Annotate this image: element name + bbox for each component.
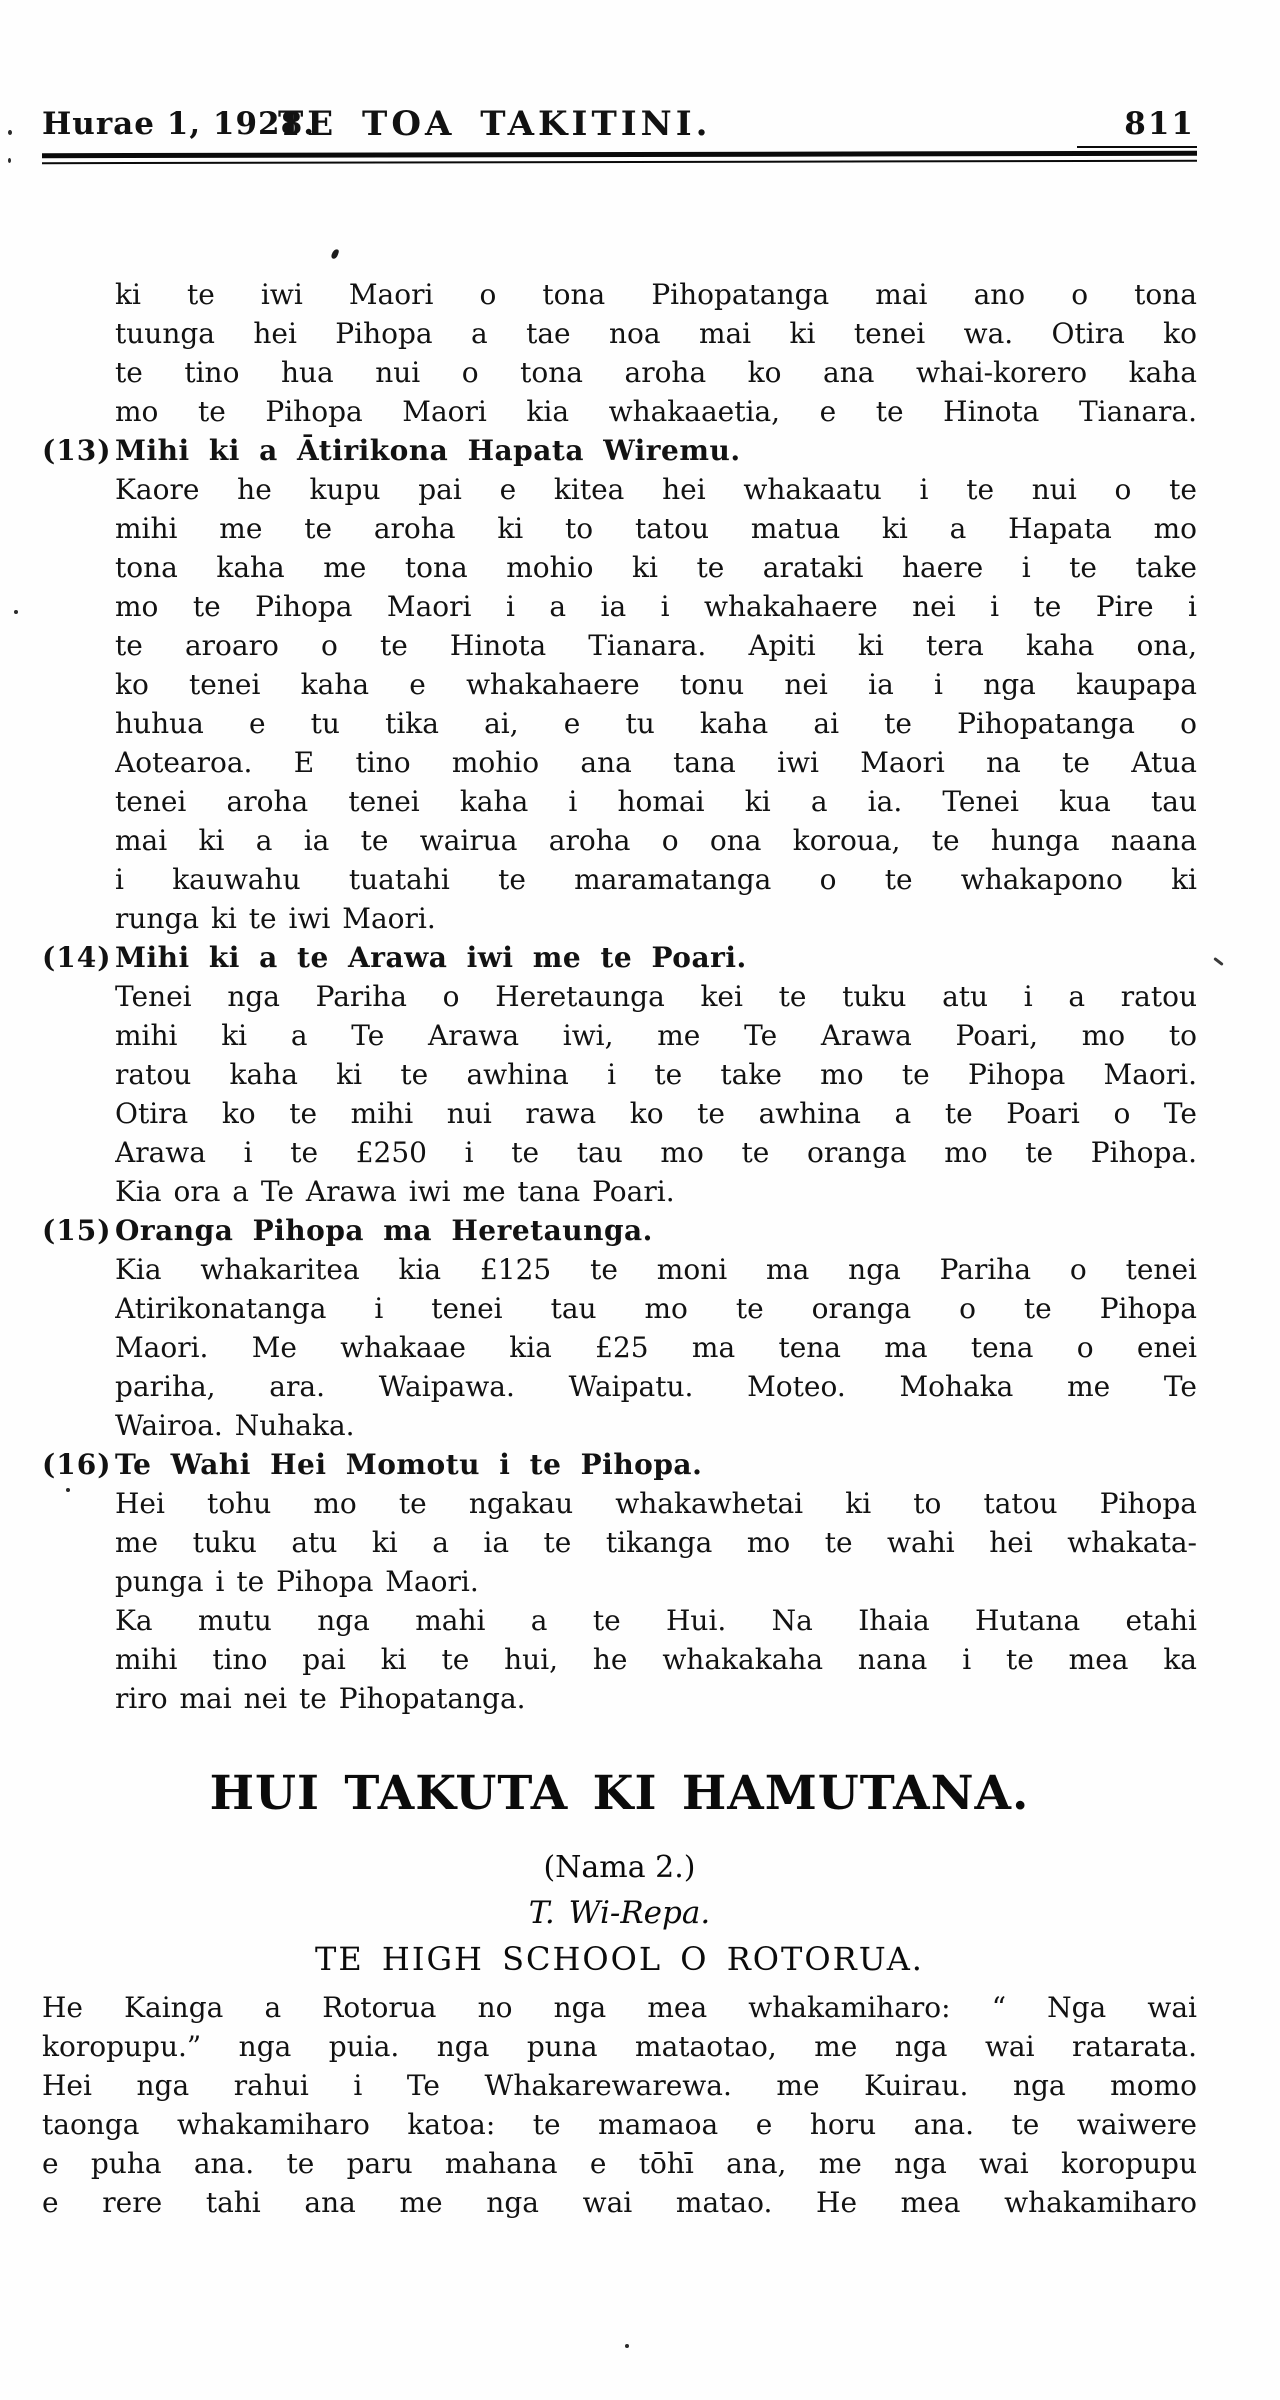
- minute-item-14: [42, 938, 1197, 1211]
- text-line: ki te iwi Maori o tona Pihopatanga mai ano o tona: [115, 278, 1197, 311]
- minutes-section: [42, 275, 1197, 1718]
- scan-speck: [66, 1488, 70, 1492]
- text-line: Maori. Me whakaae kia £25 ma tena ma tena o enei: [115, 1331, 1197, 1364]
- article-section-heading: TE HIGH SCHOOL O ROTORUA.: [315, 1940, 924, 1978]
- page-number: 811: [1124, 106, 1195, 142]
- minute-number: (13): [42, 434, 112, 467]
- scan-speck: [8, 158, 11, 163]
- text-line: e puha ana. te paru mahana e tōhī ana, me nga wai koropupu: [42, 2147, 1197, 2180]
- header-rule-thin: [42, 160, 1197, 164]
- scan-margin-tick: [1213, 957, 1224, 966]
- minute-body: [115, 1250, 1197, 1445]
- minute-heading: Mihi ki a te Arawa iwi me te Poari.: [115, 941, 747, 974]
- text-line: taonga whakamiharo katoa: te mamaoa e horu ana. te waiwere: [42, 2108, 1197, 2141]
- text-line: te tino hua nui o tona aroha ko ana whai-korero kaha: [115, 356, 1197, 389]
- text-line: koropupu.” nga puia. nga puna mataotao, me nga wai ratarata.: [42, 2030, 1197, 2063]
- article-header: [42, 1768, 1197, 1977]
- text-line: Tenei nga Pariha o Heretaunga kei te tuku atu i a ratou: [115, 980, 1197, 1013]
- page-number-underline: [1077, 146, 1197, 148]
- minute-body: [115, 977, 1197, 1211]
- header-rule-thick: [42, 151, 1197, 158]
- text-line: He Kainga a Rotorua no nga mea whakamiharo: “ Nga wai: [42, 1991, 1197, 2024]
- text-line: pariha, ara. Waipawa. Waipatu. Moteo. Mohaka me Te: [115, 1370, 1197, 1403]
- article-title: HUI TAKUTA KI HAMUTANA.: [209, 1766, 1030, 1821]
- text-line: Aotearoa. E tino mohio ana tana iwi Maori na te Atua: [115, 746, 1197, 779]
- text-line: tuunga hei Pihopa a tae noa mai ki tenei wa. Otira ko: [115, 317, 1197, 350]
- article-author: T. Wi-Repa.: [528, 1895, 711, 1931]
- text-line: mihi tino pai ki te hui, he whakakaha nana i te mea ka: [115, 1643, 1197, 1676]
- text-line: Kaore he kupu pai e kitea hei whakaatu i te nui o te: [115, 473, 1197, 506]
- minute-number: (16): [42, 1448, 112, 1481]
- minute-item-16: [42, 1445, 1197, 1601]
- text-line: punga i te Pihopa Maori.: [115, 1565, 479, 1598]
- text-line: mo te Pihopa Maori kia whakaaetia, e te Hinota Tianara.: [115, 395, 1197, 428]
- text-line: Wairoa. Nuhaka.: [115, 1409, 355, 1442]
- text-line: i kauwahu tuatahi te maramatanga o te whakapono ki: [115, 863, 1197, 896]
- text-line: mo te Pihopa Maori i a ia i whakahaere nei i te Pire i: [115, 590, 1197, 623]
- minute-heading: Te Wahi Hei Momotu i te Pihopa.: [115, 1448, 703, 1481]
- text-line: ratou kaha ki te awhina i te take mo te Pihopa Maori.: [115, 1058, 1197, 1091]
- page-header: [42, 104, 1197, 174]
- text-line: mai ki a ia te wairua aroha o ona koroua, te hunga naana: [115, 824, 1197, 857]
- issue-date: Hurae 1, 1928.: [42, 106, 315, 142]
- minute-number: (14): [42, 941, 112, 974]
- text-line: Ka mutu nga mahi a te Hui. Na Ihaia Hutana etahi: [115, 1604, 1197, 1637]
- minute-body: [115, 1484, 1197, 1601]
- text-line: ko tenei kaha e whakahaere tonu nei ia i nga kaupapa: [115, 668, 1197, 701]
- text-line: mihi me te aroha ki to tatou matua ki a Hapata mo: [115, 512, 1197, 545]
- minute-heading: Mihi ki a Ātirikona Hapata Wiremu.: [115, 434, 741, 467]
- text-line: Arawa i te £250 i te tau mo te oranga mo te Pihopa.: [115, 1136, 1197, 1169]
- minute-heading: Oranga Pihopa ma Heretaunga.: [115, 1214, 653, 1247]
- text-line: me tuku atu ki a ia te tikanga mo te wahi hei whakata-: [115, 1526, 1197, 1559]
- text-line: Kia ora a Te Arawa iwi me tana Poari.: [115, 1175, 675, 1208]
- article-paragraph: [42, 1988, 1197, 2222]
- minute-body: [115, 470, 1197, 938]
- text-line: huhua e tu tika ai, e tu kaha ai te Pihopatanga o: [115, 707, 1197, 740]
- text-line: Otira ko te mihi nui rawa ko te awhina a te Poari o Te: [115, 1097, 1197, 1130]
- minute-number: (15): [42, 1214, 112, 1247]
- text-line: Hei tohu mo te ngakau whakawhetai ki to tatou Pihopa: [115, 1487, 1197, 1520]
- scan-speck: [625, 2344, 629, 2348]
- minute-item-15: [42, 1211, 1197, 1445]
- text-line: e rere tahi ana me nga wai matao. He mea whakamiharo: [42, 2186, 1197, 2219]
- text-line: tona kaha me tona mohio ki te arataki haere i te take: [115, 551, 1197, 584]
- text-line: te aroaro o te Hinota Tianara. Apiti ki tera kaha ona,: [115, 629, 1197, 662]
- scan-speck: [8, 130, 12, 135]
- closing-paragraph: [42, 1601, 1197, 1718]
- text-line: runga ki te iwi Maori.: [115, 902, 436, 935]
- text-line: mihi ki a Te Arawa iwi, me Te Arawa Poari, mo to: [115, 1019, 1197, 1052]
- scan-speck: [14, 610, 18, 614]
- scan-tick-mark: [331, 248, 340, 259]
- text-line: tenei aroha tenei kaha i homai ki a ia. Tenei kua tau: [115, 785, 1197, 818]
- text-line: Kia whakaritea kia £125 te moni ma nga Pariha o tenei: [115, 1253, 1197, 1286]
- text-line: riro mai nei te Pihopatanga.: [115, 1682, 526, 1715]
- article-subtitle: (Nama 2.): [543, 1850, 696, 1885]
- intro-paragraph: [42, 275, 1197, 431]
- text-line: Hei nga rahui i Te Whakarewarewa. me Kuirau. nga momo: [42, 2069, 1197, 2102]
- masthead-title: TE TOA TAKITINI.: [278, 104, 712, 144]
- minute-item-13: [42, 431, 1197, 938]
- text-line: Atirikonatanga i tenei tau mo te oranga o te Pihopa: [115, 1292, 1197, 1325]
